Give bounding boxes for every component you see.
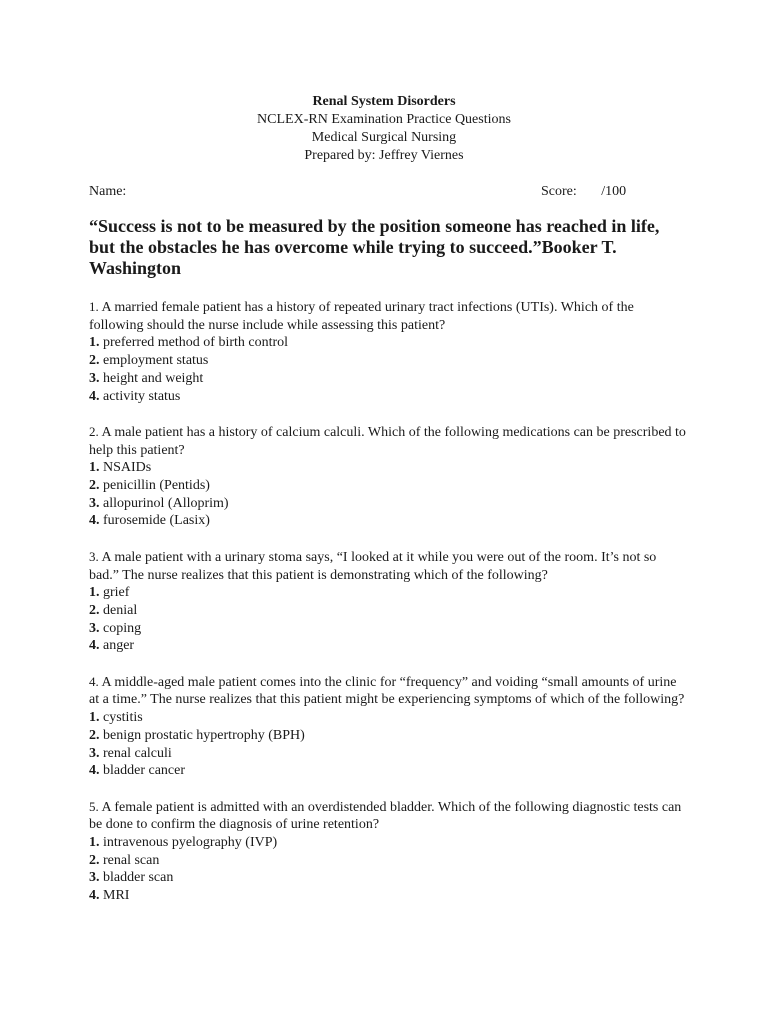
answer-option (89, 459, 689, 477)
option-number: 2. (89, 727, 100, 743)
option-number: 4. (89, 638, 100, 654)
answer-option (89, 709, 689, 727)
quote: “Success is not to be measured by the position someone has reached in life, but the obstacles he has overcome while trying to succeed.”Booker T. Washington (89, 216, 660, 278)
option-number: 3. (89, 870, 100, 886)
option-number: 1. (89, 835, 100, 851)
option-text: grief (99, 585, 130, 601)
question-list (89, 298, 689, 923)
answer-option (89, 477, 689, 495)
question-text: A middle-aged male patient comes into the clinic for “frequency” and voiding “small amounts of urine at a time.” The nurse realizes that this patient might be experiencing symptoms of which of the following? (89, 674, 685, 708)
option-number: 2. (89, 602, 100, 618)
question-stem (89, 548, 689, 584)
option-text: allopurinol (Alloprim) (99, 495, 229, 511)
option-text: penicillin (Pentids) (99, 478, 210, 494)
option-text: coping (99, 620, 142, 636)
option-number: 1. (89, 460, 100, 476)
option-text: anger (99, 638, 135, 654)
answer-option (89, 584, 689, 602)
option-text: renal calculi (99, 745, 172, 761)
document-subtitle-exam: NCLEX-RN Examination Practice Questions (257, 112, 511, 127)
option-text: cystitis (99, 710, 143, 726)
answer-option (89, 852, 689, 870)
option-text: MRI (99, 888, 130, 904)
answer-option (89, 834, 689, 852)
answer-option (89, 762, 689, 780)
option-number: 2. (89, 852, 100, 868)
option-number: 3. (89, 745, 100, 761)
answer-option (89, 495, 689, 513)
option-text: bladder scan (99, 870, 174, 886)
option-number: 1. (89, 585, 100, 601)
question-number: 1. (89, 299, 99, 314)
option-number: 2. (89, 478, 100, 494)
answer-option (89, 352, 689, 370)
option-number: 1. (89, 710, 100, 726)
option-text: activity status (99, 388, 181, 404)
answer-option (89, 887, 689, 905)
question-stem (89, 298, 689, 334)
answer-option (89, 745, 689, 763)
score-field (541, 183, 626, 201)
question-2 (89, 423, 689, 530)
option-text: denial (99, 602, 138, 618)
document-title: Renal System Disorders (312, 94, 456, 109)
answer-option (89, 637, 689, 655)
option-text: height and weight (99, 370, 204, 386)
question-number: 4. (89, 673, 99, 689)
option-number: 1. (89, 335, 100, 351)
answer-option (89, 620, 689, 638)
question-stem (89, 673, 689, 709)
document-subtitle-course: Medical Surgical Nursing (311, 130, 457, 145)
question-3 (89, 548, 689, 655)
option-text: furosemide (Lasix) (99, 513, 210, 529)
option-number: 4. (89, 388, 100, 404)
question-text: A male patient with a urinary stoma says, “I looked at it while you were out of the room. It’s not so bad.” The nurse realizes that this patient is demonstrating which of the following? (89, 549, 657, 583)
option-text: preferred method of birth control (99, 335, 289, 351)
option-number: 4. (89, 763, 100, 779)
answer-option (89, 334, 689, 352)
option-number: 4. (89, 513, 100, 529)
name-score-row (89, 183, 649, 201)
answer-option (89, 370, 689, 388)
answer-option (89, 388, 689, 406)
question-5 (89, 798, 689, 905)
score-total: /100 (601, 184, 627, 199)
option-text: benign prostatic hypertrophy (BPH) (99, 727, 305, 743)
question-stem (89, 798, 689, 834)
question-1 (89, 298, 689, 405)
name-label: Name: (89, 184, 127, 199)
option-text: employment status (99, 353, 209, 369)
question-text: A male patient has a history of calcium calculi. Which of the following medications can be prescribed to help this patient? (89, 424, 686, 458)
answer-option (89, 727, 689, 745)
option-number: 3. (89, 495, 100, 511)
question-number: 3. (89, 548, 99, 564)
option-number: 3. (89, 370, 100, 386)
question-number: 5. (89, 798, 99, 814)
option-number: 2. (89, 353, 100, 369)
option-text: bladder cancer (99, 763, 185, 779)
score-label: Score: (541, 184, 577, 199)
question-stem (89, 423, 689, 459)
option-number: 3. (89, 620, 100, 636)
option-number: 4. (89, 888, 100, 904)
answer-option (89, 602, 689, 620)
answer-option (89, 869, 689, 887)
question-4 (89, 673, 689, 780)
question-text: A married female patient has a history of repeated urinary tract infections (UTIs). Which of the following should the nurse include while assessing this patient? (89, 300, 634, 333)
document-header (0, 93, 768, 165)
option-text: renal scan (99, 852, 160, 868)
question-text: A female patient is admitted with an overdistended bladder. Which of the following diagnostic tests can be done to confirm the diagnosis of urine retention? (89, 799, 682, 833)
option-text: intravenous pyelography (IVP) (99, 835, 278, 851)
question-number: 2. (89, 423, 99, 439)
answer-option (89, 512, 689, 530)
document-author: Prepared by: Jeffrey Viernes (304, 148, 464, 163)
option-text: NSAIDs (99, 460, 152, 476)
